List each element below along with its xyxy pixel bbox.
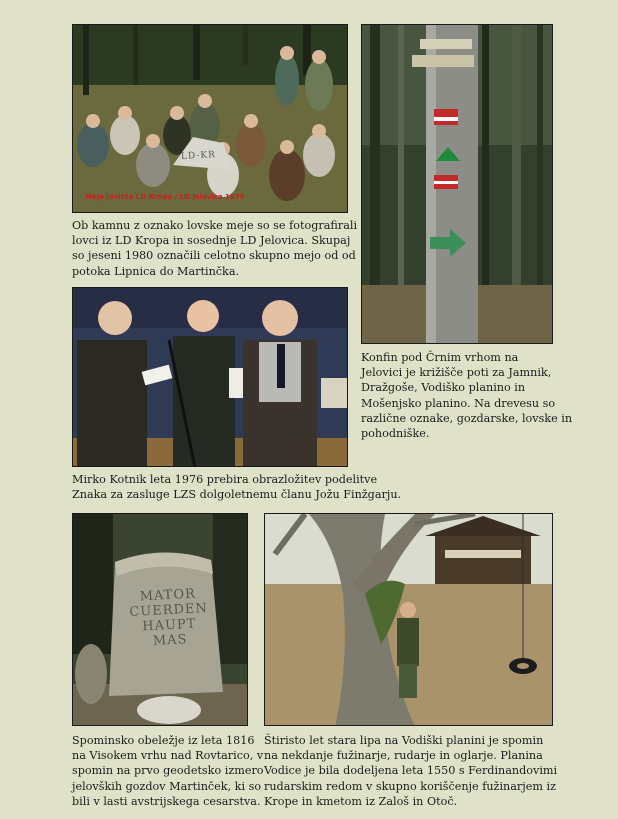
photo-linden-tree [264,513,553,726]
award-ceremony-image [73,288,348,467]
photo-boundary-stone [72,513,248,726]
photo-hunters-group [72,24,348,213]
hunters-group-image [73,25,348,213]
signpost-tree-image [362,25,553,344]
caption-hunters-group: Ob kamnu z oznako lovske meje so se fotografirali lovci iz LD Kropa in sosednje LD Jelovica. Skupaj so jeseni 1980 označili celotno skupno mejo od od potoka Lipnica do Martinčka. [72,219,358,278]
photo-award-ceremony [72,287,348,467]
caption-linden-tree: Štiristo let stara lipa na Vodiški planini je spomin na nekdanje fužinarje, rudarje in oglarje. Planina Vodice je bila dodeljena leta 1550 s Ferdinandovimi rudarskim redom v skupno koriščenje fužinarjem iz Krope in kmetom iz Zaloš in Otoč. [264,734,558,808]
caption-signpost-tree: Konfin pod Črnim vrhom na Jelovici je križišče poti za Jamnik, Dražgoše, Vodiško planino in Mošenjsko planino. Na drevesu so različne oznake, gozdarske, lovske in pohodniške. [361,351,573,441]
photo-overlay-text: Meja lovišča LD Kropa / LD Jelovica 1979 [85,193,245,201]
linden-tree-image [265,514,553,726]
caption-award-ceremony: Mirko Kotnik leta 1976 prebira obrazložitev podelitve Znaka za zasluge LZS dolgoletnemu članu Jožu Finžgarju. [72,473,402,502]
caption-boundary-stone: Spominsko obeležje iz leta 1816 na Visokem vrhu nad Rovtarico, v spomin na prvo geodetsko izmero jelovških gozdov Martinček, ki so bili v lasti avstrijskega cesarstva. [72,734,264,808]
stone-inscription: MATOR CUERDEN HAUPT MAS [129,586,209,649]
stone-marking: LD-KR [180,150,217,162]
photo-signpost-tree [361,24,553,344]
